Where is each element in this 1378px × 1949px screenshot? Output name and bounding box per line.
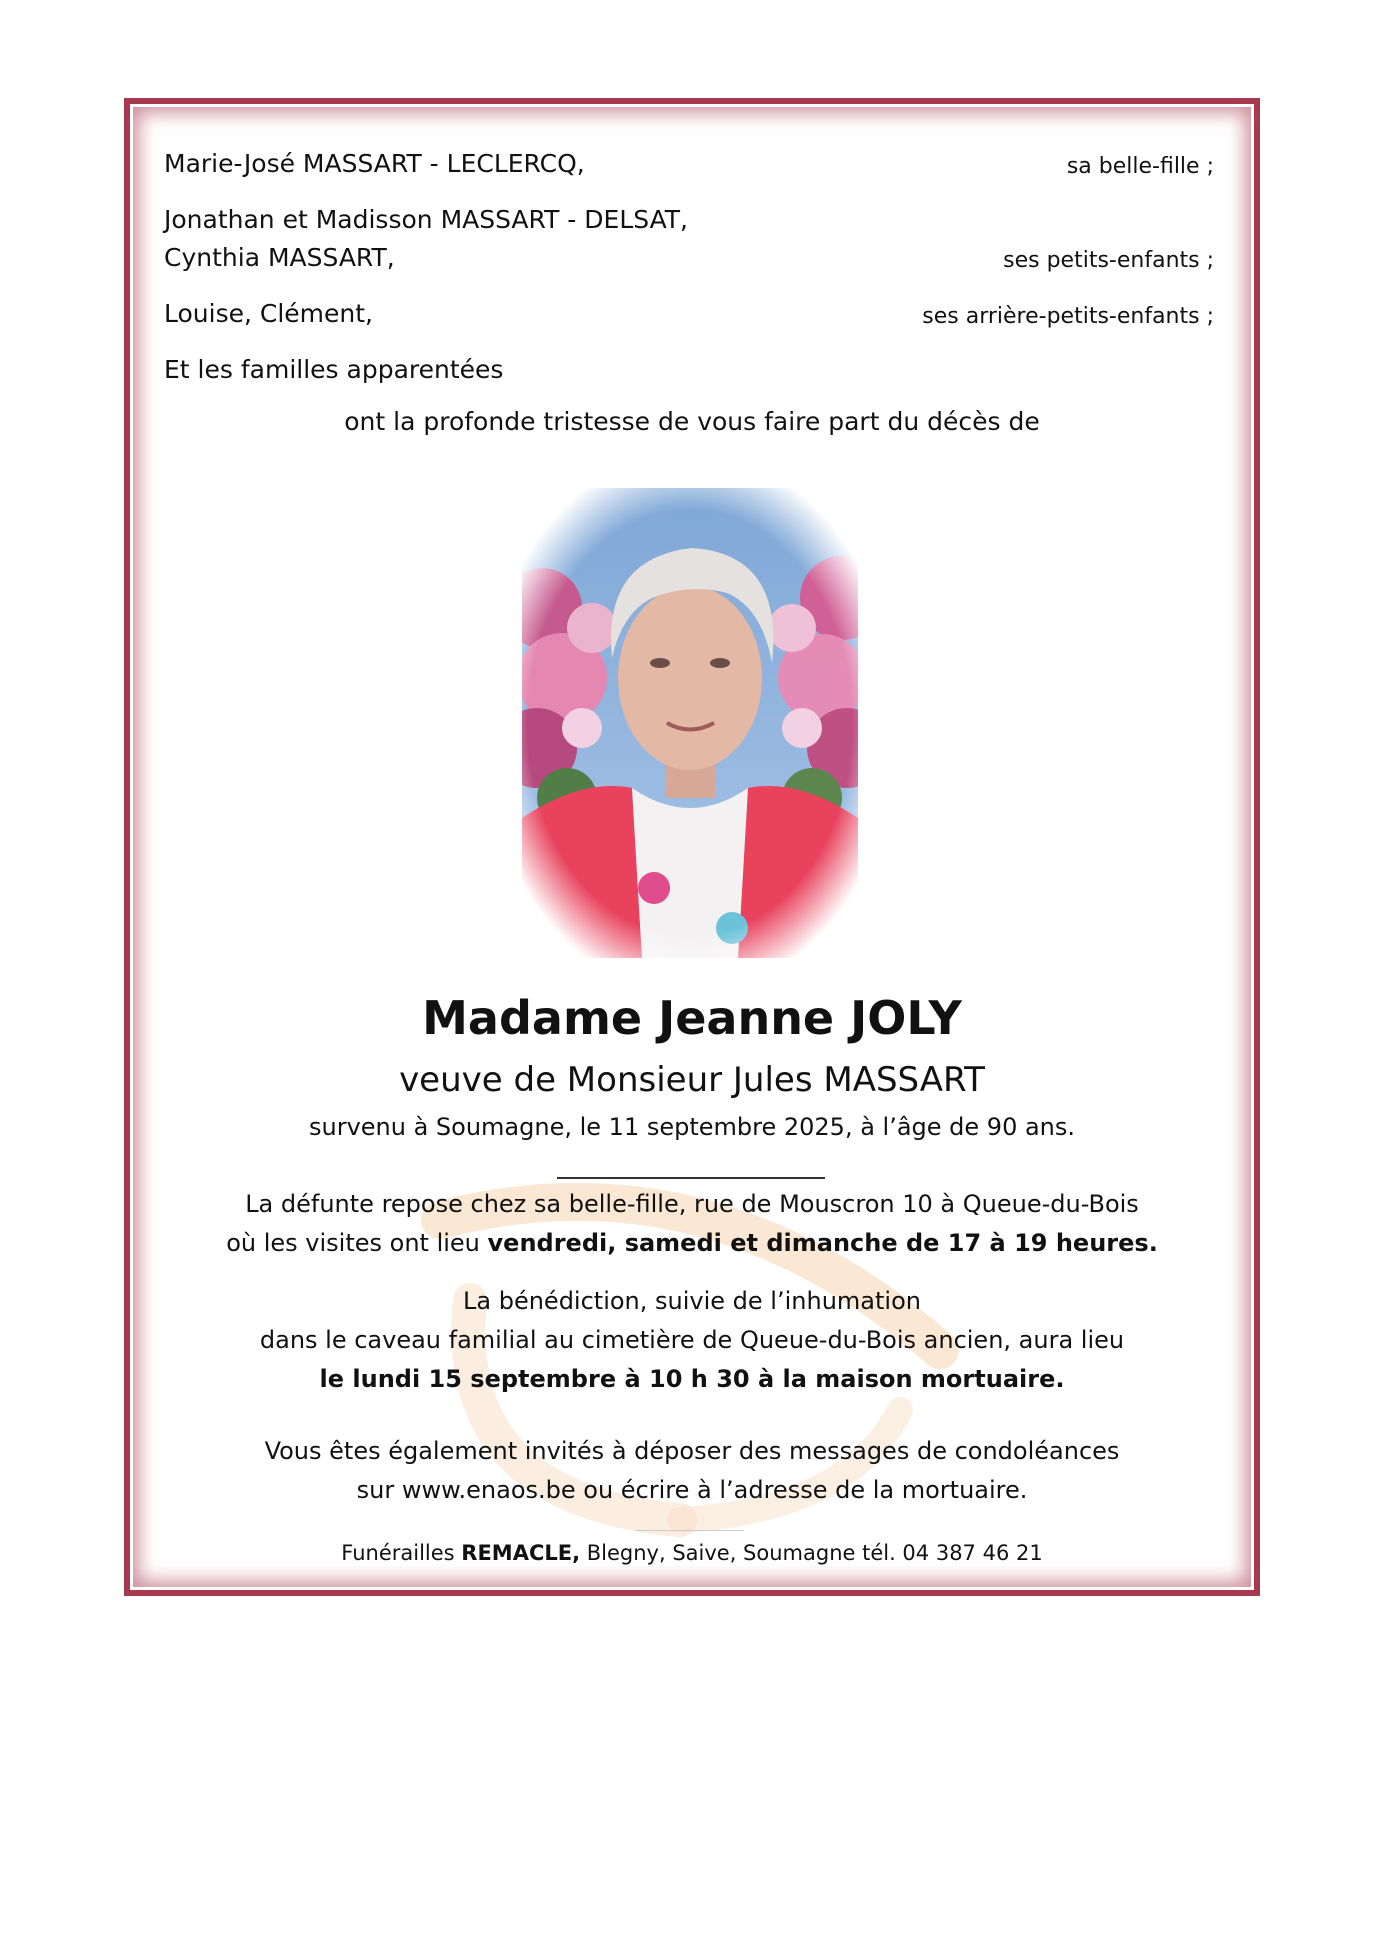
family-names: Jonathan et Madisson MASSART - DELSAT, — [164, 205, 688, 234]
ceremony-line-1: La bénédiction, suivie de l’inhumation — [463, 1287, 921, 1315]
visitation-info — [124, 1185, 1260, 1263]
family-relation: ses arrière-petits-enfants ; — [922, 304, 1214, 329]
condolences-line-1: Vous êtes également invités à déposer des messages de condoléances — [264, 1437, 1120, 1465]
ceremony-line-2: dans le caveau familial au cimetière de Queue-du-Bois ancien, aura lieu — [259, 1326, 1125, 1354]
widow-of: veuve de Monsieur Jules MASSART — [399, 1060, 985, 1100]
visitation-line-1: La défunte repose chez sa belle-fille, rue de Mouscron 10 à Queue-du-Bois — [245, 1190, 1139, 1218]
condolences-line-2: sur www.enaos.be ou écrire à l’adresse de la mortuaire. — [356, 1476, 1028, 1504]
portrait-photo — [522, 488, 858, 958]
death-details: survenu à Soumagne, le 11 septembre 2025, à l’âge de 90 ans. — [308, 1113, 1076, 1141]
funeral-home-footer — [124, 1537, 1260, 1569]
footer-divider — [636, 1530, 744, 1531]
visitation-hours: vendredi, samedi et dimanche de 17 à 19 heures. — [487, 1229, 1158, 1257]
visitation-line-2 — [124, 1224, 1260, 1263]
family-names: Cynthia MASSART, — [164, 243, 395, 272]
family-names: Et les familles apparentées — [164, 355, 504, 384]
visitation-prefix: où les visites ont lieu — [226, 1229, 488, 1257]
ceremony-line-3 — [124, 1360, 1260, 1399]
family-names: Louise, Clément, — [164, 299, 373, 328]
family-relation: ses petits-enfants ; — [1003, 248, 1214, 273]
family-names: Marie-José MASSART - LECLERCQ, — [164, 149, 585, 178]
announcement-intro: ont la profonde tristesse de vous faire part du décès de — [344, 407, 1040, 436]
footer-prefix: Funérailles — [341, 1541, 462, 1565]
footer-contact: Blegny, Saive, Soumagne tél. 04 387 46 21 — [580, 1541, 1043, 1565]
ceremony-datetime: le lundi 15 septembre à 10 h 30 à la maison mortuaire. — [319, 1365, 1065, 1393]
deceased-name: Madame Jeanne JOLY — [422, 991, 962, 1045]
condolences-info — [124, 1432, 1260, 1510]
ceremony-info — [124, 1282, 1260, 1399]
family-relation: sa belle-fille ; — [1066, 154, 1214, 179]
funeral-home-name: REMACLE, — [461, 1541, 581, 1565]
section-divider — [557, 1177, 825, 1179]
